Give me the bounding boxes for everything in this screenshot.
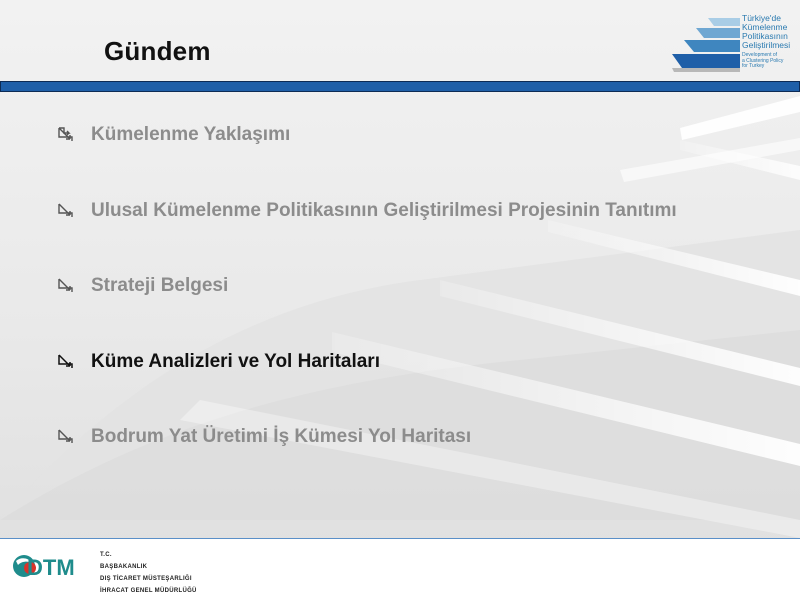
- folded-arrow-icon: [56, 125, 76, 145]
- logo-line-3: Politikasının: [742, 31, 788, 41]
- logo-line-4: Geliştirilmesi: [742, 40, 791, 50]
- footer: [0, 539, 800, 600]
- org-line: T.C.: [100, 552, 112, 558]
- agenda-item-label: Bodrum Yat Üretimi İş Kümesi Yol Haritası: [91, 426, 472, 447]
- agenda-item-active[interactable]: [56, 349, 380, 375]
- agenda-item[interactable]: [56, 424, 471, 450]
- logo-subtitle-1: Development of: [742, 52, 778, 58]
- logo-line-2: Kümelenme: [742, 22, 788, 32]
- dtm-logo-text: DTM: [27, 555, 75, 580]
- org-line: DIŞ TİCARET MÜSTEŞARLIĞI: [100, 576, 192, 582]
- agenda-item-label: Strateji Belgesi: [91, 275, 229, 296]
- folded-arrow-icon: [56, 427, 76, 447]
- folded-arrow-icon: [56, 276, 76, 296]
- dtm-logo: [12, 549, 82, 583]
- agenda-item[interactable]: [56, 198, 677, 224]
- folded-arrow-icon: [56, 201, 76, 221]
- agenda-item-label: Ulusal Kümelenme Politikasının Geliştirilmesi Projesinin Tanıtımı: [91, 200, 677, 221]
- logo-line-1: Türkiye'de: [742, 13, 781, 23]
- agenda-item[interactable]: [56, 273, 228, 299]
- org-line: BAŞBAKANLIK: [100, 564, 148, 570]
- org-line: İHRACAT GENEL MÜDÜRLÜĞÜ: [100, 588, 197, 594]
- logo-subtitle-3: for Turkey: [742, 63, 765, 69]
- logo-subtitle-2: a Clustering Policy: [742, 57, 784, 64]
- page-title: Gündem: [104, 36, 211, 66]
- folded-arrow-icon: [56, 352, 76, 372]
- agenda-item[interactable]: [56, 122, 290, 148]
- agenda-item-label: Küme Analizleri ve Yol Haritaları: [91, 351, 380, 372]
- organization-name: [100, 549, 197, 597]
- agenda-item-label: Kümelenme Yaklaşımı: [91, 124, 291, 145]
